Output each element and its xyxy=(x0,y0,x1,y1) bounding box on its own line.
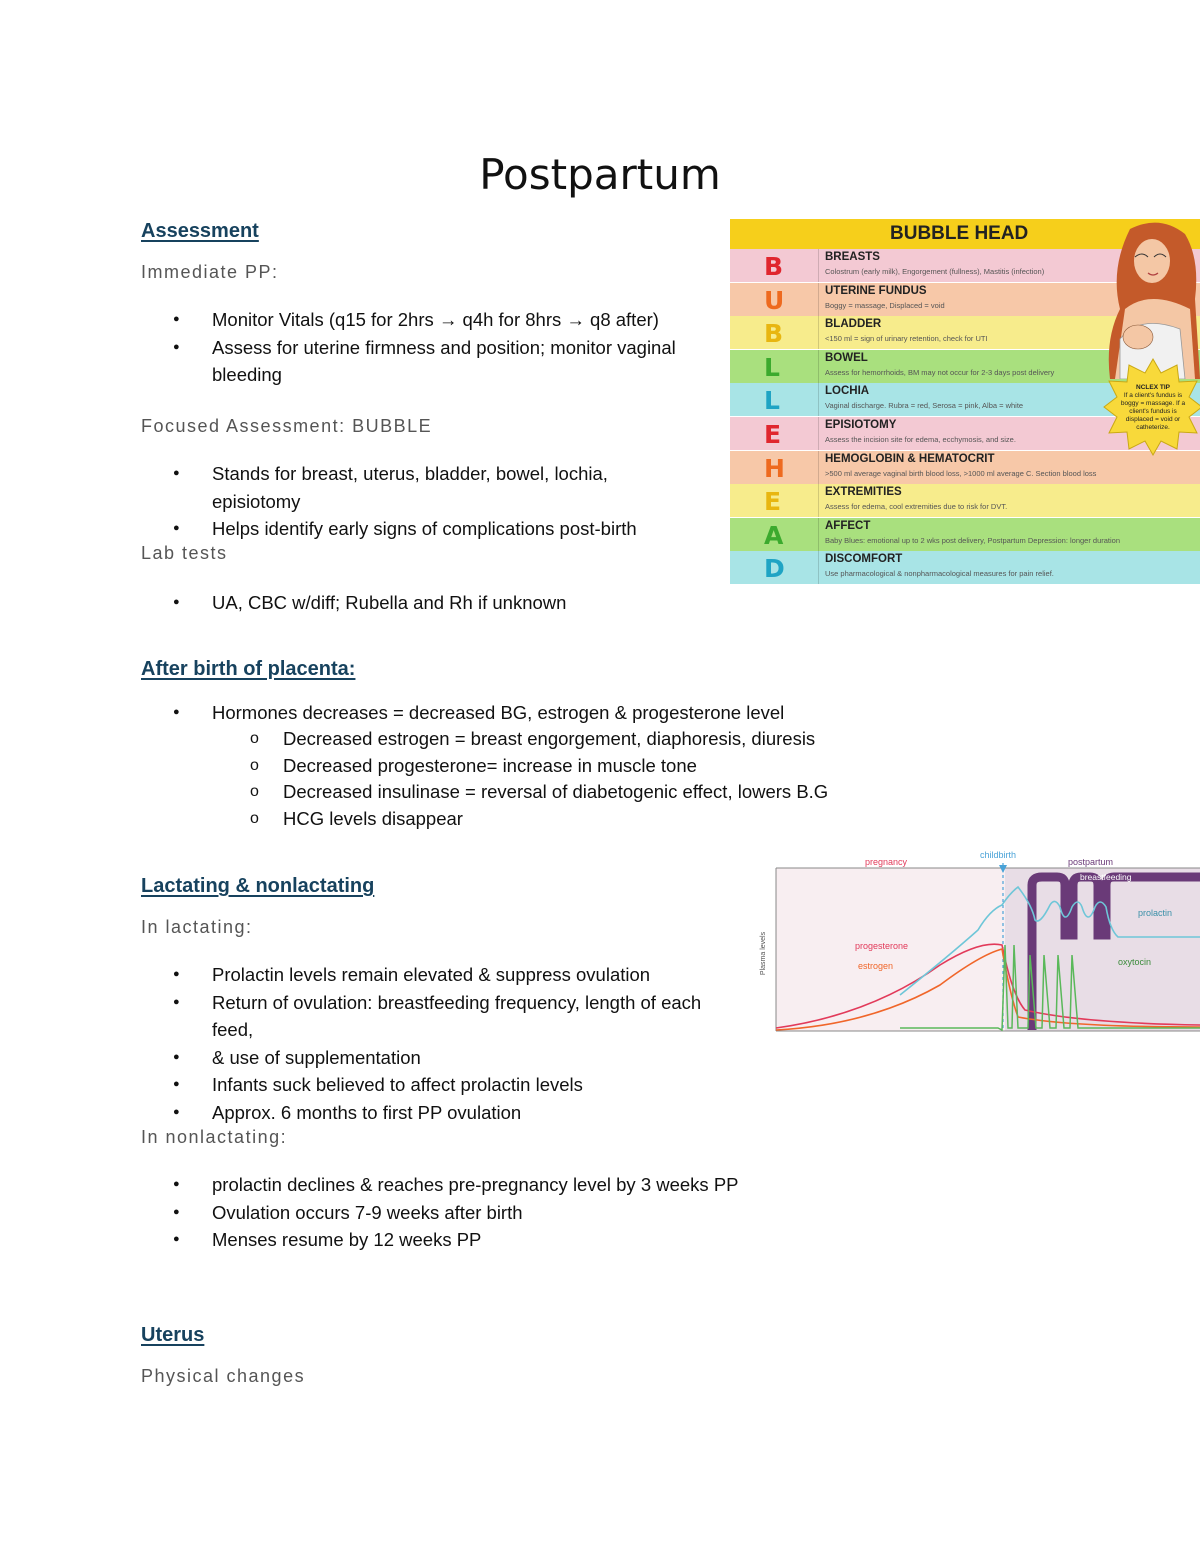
bubble-head-item-name: EXTREMITIES xyxy=(825,486,902,499)
list-item: ● Menses resume by 12 weeks PP xyxy=(172,1226,872,1254)
bubble-head-letter: D xyxy=(764,554,785,584)
bubble-head-divider xyxy=(818,316,819,349)
pregnancy-label: pregnancy xyxy=(865,857,908,867)
bubble-head-divider xyxy=(818,451,819,484)
bubble-head-letter: E xyxy=(764,487,782,517)
bubble-head-letter: A xyxy=(764,520,784,550)
bubble-head-item-desc: Vaginal discharge. Rubra = red, Serosa = pink, Alba = white xyxy=(825,401,1024,411)
bubble-head-item-name: DISCOMFORT xyxy=(825,553,903,566)
bubble-head-divider xyxy=(818,518,819,551)
list-item: ● Ovulation occurs 7-9 weeks after birth xyxy=(172,1199,872,1227)
bubble-head-divider xyxy=(818,350,819,383)
bubble-head-letter: L xyxy=(764,352,780,382)
list-item: ● Hormones decreases = decreased BG, estrogen & progesterone level xyxy=(172,699,932,727)
bubble-head-item-name: UTERINE FUNDUS xyxy=(825,284,927,297)
bubble-head-row xyxy=(730,551,1200,584)
lab-tests-list xyxy=(172,589,712,617)
bubble-head-divider xyxy=(818,383,819,416)
list-item: ● & use of supplementation xyxy=(172,1044,752,1072)
bubble-head-item-name: LOCHIA xyxy=(825,385,870,398)
bubble-head-letter: B xyxy=(764,319,784,349)
bubble-head-divider xyxy=(818,249,819,282)
progesterone-label: progesterone xyxy=(855,941,909,951)
list-item: o Decreased progesterone= increase in muscle tone xyxy=(246,753,966,780)
postpartum-label: postpartum xyxy=(1068,857,1114,867)
bubble-head-item-name: BOWEL xyxy=(825,351,868,364)
nclex-tip-title: NCLEX TIP xyxy=(1136,384,1170,391)
bubble-head-letter: B xyxy=(764,252,784,281)
childbirth-label: childbirth xyxy=(980,850,1017,860)
bubble-head-letter: U xyxy=(764,285,785,315)
bubble-head-item-desc: Use pharmacological & nonpharmacological measures for pain relief. xyxy=(825,569,1054,579)
bubble-head-divider xyxy=(818,283,819,316)
focused-assessment-list xyxy=(172,460,727,543)
list-item: o HCG levels disappear xyxy=(246,806,966,833)
prolactin-label: prolactin xyxy=(1138,908,1173,918)
assessment-heading: Assessment xyxy=(141,220,259,242)
lactating-list xyxy=(172,961,752,1126)
list-item: ● UA, CBC w/diff; Rubella and Rh if unknown xyxy=(172,589,712,617)
bubble-head-letter: L xyxy=(764,386,780,416)
bubble-head-divider xyxy=(818,551,819,584)
bubble-head-item-name: BREASTS xyxy=(825,251,880,263)
list-item: ● Infants suck believed to affect prolactin levels xyxy=(172,1071,752,1099)
lactating-heading: Lactating & nonlactating xyxy=(141,875,375,897)
list-item: ● Stands for breast, uterus, bladder, bowel, lochia, episiotomy xyxy=(172,460,682,515)
bubble-head-item-name: EPISIOTOMY xyxy=(825,419,897,431)
nonlactating-list xyxy=(172,1171,872,1254)
placenta-list xyxy=(172,699,932,727)
bubble-head-row xyxy=(730,484,1200,517)
estrogen-label: estrogen xyxy=(858,961,894,971)
list-item: ● Assess for uterine firmness and position; monitor vaginal bleeding xyxy=(172,334,702,389)
bubble-head-item-desc: <150 ml = sign of urinary retention, check for UTI xyxy=(825,334,988,344)
bubble-head-title: BUBBLE HEAD xyxy=(890,223,1029,244)
immediate-pp-list xyxy=(172,306,702,389)
nclex-tip-text xyxy=(1115,384,1191,432)
physical-changes-label: Physical changes xyxy=(141,1366,306,1386)
bubble-head-item-name: BLADDER xyxy=(825,318,882,331)
bubble-head-divider xyxy=(818,484,819,517)
list-item: o Decreased estrogen = breast engorgement, diaphoresis, diuresis xyxy=(246,726,966,753)
chart-y-label: Plasma levels xyxy=(760,931,768,976)
list-item: ● Approx. 6 months to first PP ovulation xyxy=(172,1099,752,1127)
bubble-head-row xyxy=(730,518,1200,551)
immediate-pp-label: Immediate PP: xyxy=(141,262,279,282)
bubble-head-divider xyxy=(818,417,819,450)
page-title: Postpartum xyxy=(479,150,721,199)
bubble-head-item-desc: Assess for edema, cool extremities due to risk for DVT. xyxy=(825,502,1008,512)
bubble-head-item-desc: Assess the incision site for edema, ecchymosis, and size. xyxy=(825,435,1016,444)
breastfeeding-mother-illustration xyxy=(1090,219,1200,379)
list-item: ● Return of ovulation: breastfeeding frequency, length of each feed, xyxy=(172,989,732,1044)
list-item: ● Monitor Vitals (q15 for 2hrs → q4h for 8hrs → q8 after) xyxy=(172,306,702,334)
bubble-head-item-name: AFFECT xyxy=(825,519,871,532)
bubble-head-item-desc: >500 ml average vaginal birth blood loss, >1000 ml average C. Section blood loss xyxy=(825,468,1097,478)
uterus-heading: Uterus xyxy=(141,1324,205,1346)
bubble-head-item-desc: Boggy = massage, Displaced = void xyxy=(825,300,945,310)
hormone-levels-chart xyxy=(750,845,1200,1035)
bubble-head-item-name: HEMOGLOBIN & HEMATOCRIT xyxy=(825,452,995,465)
bubble-head-item-desc: Baby Blues: emotional up to 2 wks post delivery, Postpartum Depression: longer duration xyxy=(825,535,1121,545)
bubble-head-item-desc: Assess for hemorrhoids, BM may not occur for 2-3 days post delivery xyxy=(825,367,1055,377)
list-item: ● Prolactin levels remain elevated & suppress ovulation xyxy=(172,961,752,989)
focused-assessment-label: Focused Assessment: BUBBLE xyxy=(141,416,433,436)
oxytocin-label: oxytocin xyxy=(1118,957,1152,967)
placenta-heading: After birth of placenta: xyxy=(141,658,356,680)
list-item: o Decreased insulinase = reversal of diabetogenic effect, lowers B.G xyxy=(246,779,966,806)
list-item: ● Helps identify early signs of complications post-birth xyxy=(172,515,727,543)
lab-tests-label: Lab tests xyxy=(141,543,228,563)
list-item: ● prolactin declines & reaches pre-pregnancy level by 3 weeks PP xyxy=(172,1171,872,1199)
placenta-sublist xyxy=(246,726,966,832)
bubble-head-item-desc: Colostrum (early milk), Engorgement (fullness), Mastitis (infection) xyxy=(825,267,1045,276)
nclex-tip-body: If a client's fundus is boggy = massage. If a client's fundus is displaced = void or catheterize. xyxy=(1120,392,1186,431)
breastfeeding-label: breastfeeding xyxy=(1080,872,1132,882)
bubble-head-letter: E xyxy=(764,420,782,449)
in-nonlactating-label: In nonlactating: xyxy=(141,1127,288,1147)
bubble-head-letter: H xyxy=(764,453,785,483)
bubble-head-infographic xyxy=(730,219,1200,589)
in-lactating-label: In lactating: xyxy=(141,917,253,937)
